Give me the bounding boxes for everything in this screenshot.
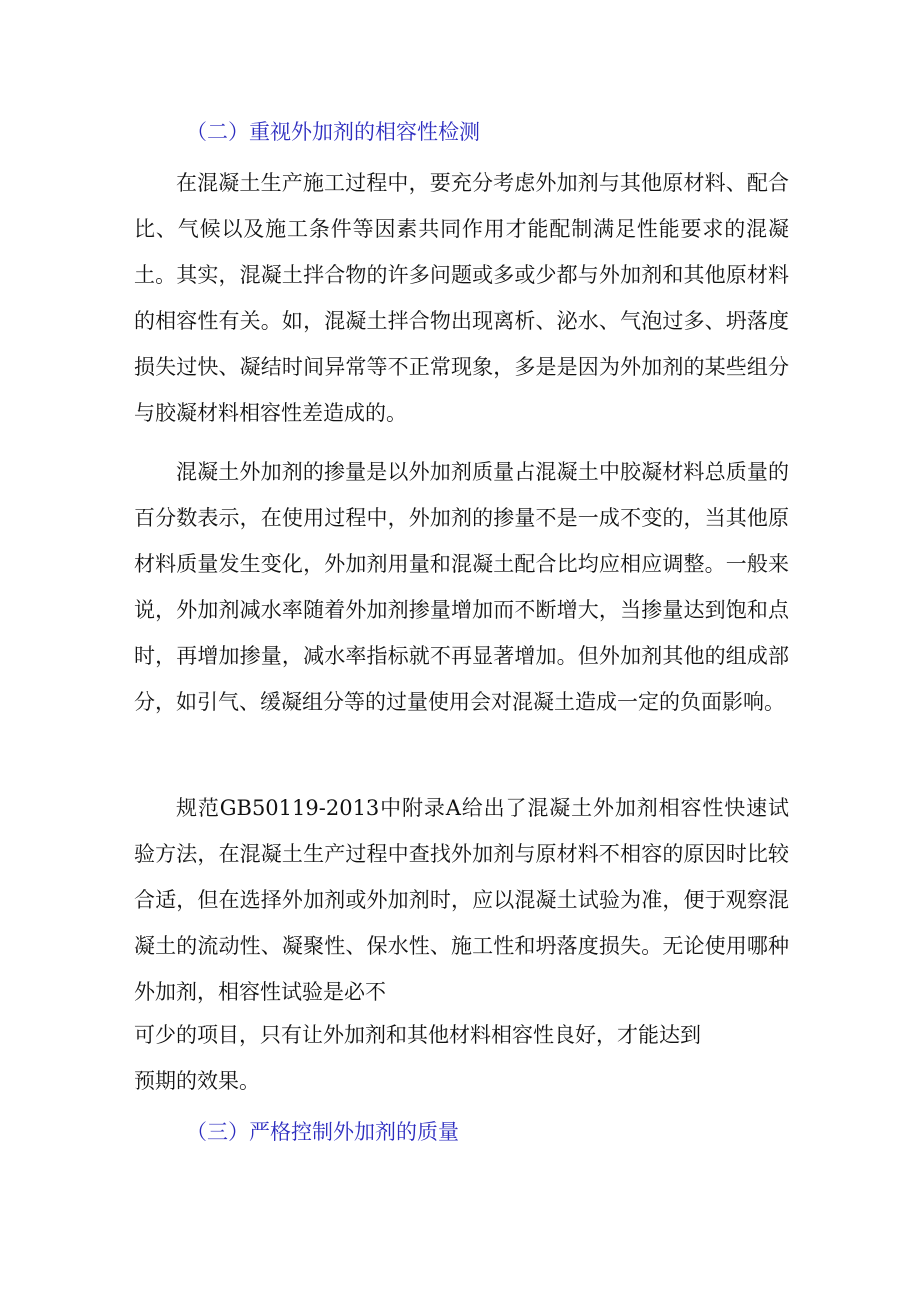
section-heading-2: （二）重视外加剂的相容性检测	[186, 120, 480, 144]
paragraph-standard-test-line3: 预期的效果。	[134, 1069, 260, 1093]
paragraph-compatibility-factors: 在混凝土生产施工过程中，要充分考虑外加剂与其他原材料、配合比、气候以及施工条件等因素共同作用才能配制满足性能要求的混凝土。其实，混凝土拌合物的许多问题或多或少都与外加剂和其他原材料的相容性有关。如，混凝土拌合物出现离析、泌水、气泡过多、坍落度损失过快、凝结时间异常等不正常现象，多是是因为外加剂的某些组分与胶凝材料相容性差造成的。	[134, 171, 789, 425]
paragraph-standard-test: 规范GB50119-2013中附录A给出了混凝土外加剂相容性快速试验方法，在混凝土生产过程中查找外加剂与原材料不相容的原因时比较合适，但在选择外加剂或外加剂时，应以混凝土试验为准，便于观察混凝土的流动性、凝聚性、保水性、施工性和坍落度损失。无论使用哪种外加剂，相容性试验是必不	[134, 796, 789, 1004]
section-heading-3: （三）严格控制外加剂的质量	[186, 1120, 459, 1144]
paragraph-standard-test-line2: 可少的项目，只有让外加剂和其他材料相容性良好，才能达到	[134, 1023, 701, 1047]
paragraph-dosage: 混凝土外加剂的掺量是以外加剂质量占混凝土中胶凝材料总质量的百分数表示，在使用过程中，外加剂的掺量不是一成不变的，当其他原材料质量发生变化，外加剂用量和混凝土配合比均应相应调整。一般来说，外加剂减水率随着外加剂掺量增加而不断增大，当掺量达到饱和点时，再增加掺量，减水率指标就不再显著增加。但外加剂其他的组成部分，如引气、缓凝组分等的过量使用会对混凝土造成一定的负面影响。	[134, 460, 789, 714]
